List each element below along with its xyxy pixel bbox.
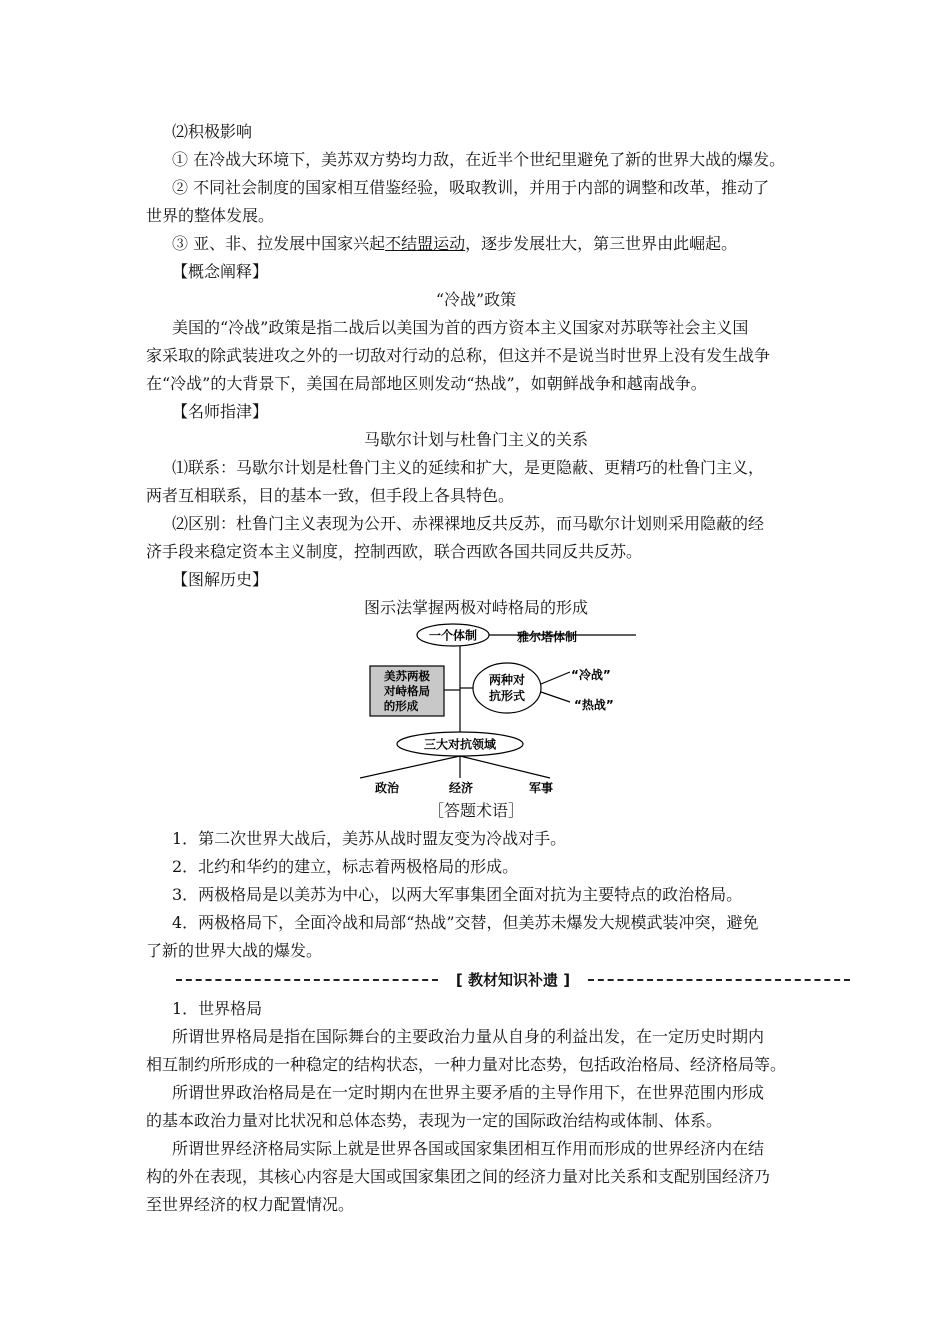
bipolar-pattern-diagram	[360, 622, 640, 802]
teacher-tag: 【名师指津】	[172, 402, 269, 421]
section-heading-positive-impact: ⑵积极影响	[172, 122, 253, 141]
divider-dash-left	[176, 979, 438, 981]
term-4-line-1: 4．两极格局下，全面冷战和局部“热战”交替，但美苏未爆发大规模武装冲突，避免	[172, 913, 759, 932]
economic-pattern-line-3: 至世界经济的权力配置情况。	[146, 1195, 355, 1214]
positive-item-3-text-b: ，逐步发展壮大，第三世界由此崛起。	[465, 234, 738, 253]
political-pattern-line-2: 的基本政治力量对比状况和总体态势，表现为一定的国际政治结构或体制、体系。	[146, 1111, 723, 1130]
concept-title: “冷战”政策	[435, 290, 517, 309]
term-4-line-2: 了新的世界大战的爆发。	[146, 941, 323, 960]
diagram-title: 图示法掌握两极对峙格局的形成	[363, 598, 588, 617]
positive-item-1: ① 在冷战大环境下，美苏双方势均力敌，在近半个世纪里避免了新的世界大战的爆发。	[172, 150, 786, 169]
cold-war-label: “冷战”	[571, 668, 611, 682]
concept-tag: 【概念阐释】	[172, 262, 269, 281]
cold-war-branch	[541, 672, 570, 684]
two-forms-ellipse	[473, 663, 541, 713]
military-label: 军事	[528, 781, 554, 795]
terms-title: ［答题术语］	[427, 801, 524, 820]
economic-pattern-line-1: 所谓世界经济格局实际上就是世界各国或国家集团相互作用而形成的世界经济内在结	[172, 1139, 765, 1158]
military-branch	[460, 756, 550, 778]
box-line-1: 美苏两极	[384, 669, 430, 683]
economy-label: 经济	[448, 781, 474, 795]
political-pattern-line-1: 所谓世界政治格局是在一定时期内在世界主要矛盾的主导作用下，在世界范围内形成	[172, 1083, 765, 1102]
world-pattern-line-2: 相互制约所形成的一种稳定的结构状态，一种力量对比态势，包括政治格局、经济格局等。	[146, 1055, 787, 1074]
positive-item-3	[172, 233, 737, 255]
concept-paragraph-line-2: 家采取的除武装进攻之外的一切敌对行动的总称，但这并不是说当时世界上没有发生战争	[146, 346, 771, 365]
teacher-link-line-2: 两者互相联系，目的基本一致，但手段上各具特色。	[146, 486, 515, 505]
concept-paragraph-line-1: 美国的“冷战”政策是指二战后以美国为首的西方资本主义国家对苏联等社会主义国	[172, 318, 749, 337]
teacher-title: 马歇尔计划与杜鲁门主义的关系	[363, 430, 588, 449]
box-line-3: 的形成	[383, 699, 419, 713]
politics-label: 政治	[374, 781, 400, 795]
term-3: 3．两极格局是以美苏为中心，以两大军事集团全面对抗为主要特点的政治格局。	[172, 885, 743, 904]
supplement-divider	[176, 968, 850, 992]
hot-war-branch	[541, 692, 570, 702]
term-2: 2．北约和华约的建立，标志着两极格局的形成。	[172, 857, 519, 876]
teacher-difference-line-2: 济手段来稳定资本主义制度，控制西欧，联合西欧各国共同反共反苏。	[146, 542, 643, 561]
term-1: 1．第二次世界大战后，美苏从战时盟友变为冷战对手。	[172, 829, 567, 848]
supplement-heading: 1．世界格局	[172, 999, 263, 1018]
concept-paragraph-line-3: 在“冷战”的大背景下，美国在局部地区则发动“热战”，如朝鲜战争和越南战争。	[146, 374, 707, 393]
non-aligned-movement-term: 不结盟运动	[385, 234, 466, 253]
box-line-2: 对峙格局	[384, 684, 430, 698]
teacher-link-line-1: ⑴联系：马歇尔计划是杜鲁门主义的延续和扩大，是更隐蔽、更精巧的杜鲁门主义，	[172, 458, 765, 477]
diagram-tag: 【图解历史】	[172, 570, 269, 589]
divider-dash-right	[588, 979, 850, 981]
two-forms-line-1: 两种对	[488, 673, 526, 687]
world-pattern-line-1: 所谓世界格局是指在国际舞台的主要政治力量从自身的利益出发，在一定历史时期内	[172, 1027, 765, 1046]
economic-pattern-line-2: 构的外在表现，其核心内容是大国或国家集团之间的经济力量对比关系和支配别国经济乃	[146, 1167, 771, 1186]
positive-item-2-line-1: ② 不同社会制度的国家相互借鉴经验，吸取教训，并用于内部的调整和改革，推动了	[172, 178, 770, 197]
one-system-label: 一个体制	[428, 628, 478, 643]
politics-branch	[360, 756, 460, 778]
hot-war-label: “热战”	[574, 698, 614, 712]
yalta-system-label: 雅尔塔体制	[516, 630, 578, 644]
three-fields-label: 三大对抗领域	[423, 737, 497, 752]
positive-item-2-line-2: 世界的整体发展。	[146, 206, 275, 225]
supplement-divider-label: [ 教材知识补遗 ]	[455, 971, 571, 989]
teacher-difference-line-1: ⑵区别：杜鲁门主义表现为公开、赤裸裸地反共反苏，而马歇尔计划则采用隐蔽的经	[172, 514, 765, 533]
two-forms-line-2: 抗形式	[488, 689, 526, 703]
positive-item-3-text-a: ③ 亚、非、拉发展中国家兴起	[172, 234, 386, 253]
